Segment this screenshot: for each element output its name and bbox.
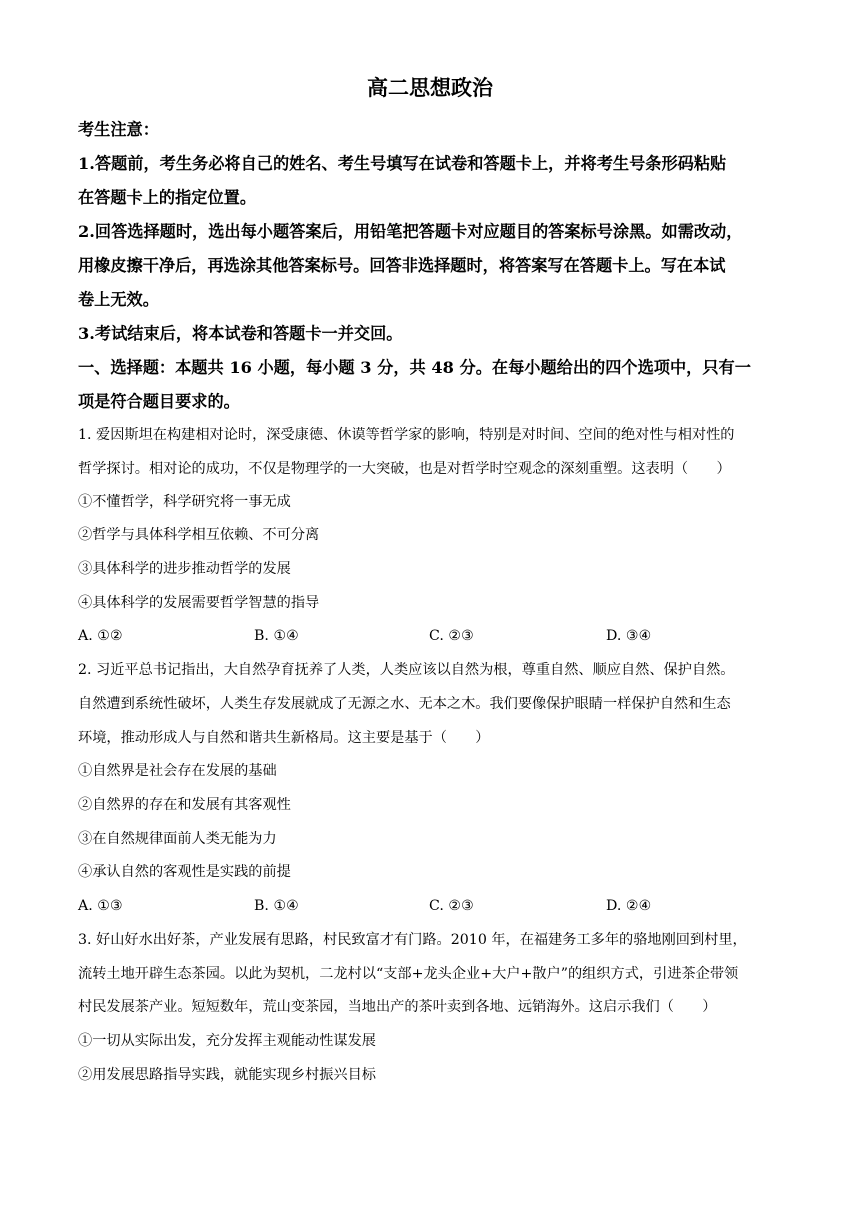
option-d: D. ③④	[606, 628, 652, 644]
question-1-options	[78, 619, 778, 653]
question-1-item: ④具体科学的发展需要哲学智慧的指导	[78, 595, 320, 611]
question-2-item: ③在自然规律面前人类无能为力	[78, 831, 277, 847]
question-1-item: ①不懂哲学，科学研究将一事无成	[78, 494, 291, 510]
question-1-item: ③具体科学的进步推动哲学的发展	[78, 561, 291, 577]
notice-line: 卷上无效。	[78, 290, 159, 309]
option-b: B. ①④	[254, 898, 299, 914]
question-2-item: ①自然界是社会存在发展的基础	[78, 763, 277, 779]
notice-line: 在答题卡上的指定位置。	[78, 188, 257, 207]
option-a: A. ①②	[78, 628, 123, 644]
question-2-stem: 环境，推动形成人与自然和谐共生新格局。这主要是基于（ ）	[78, 730, 490, 746]
question-3-stem: 村民发展茶产业。短短数年，荒山变茶园，当地出产的茶叶卖到各地、远销海外。这启示我们（ ）	[78, 999, 717, 1015]
question-3-stem: 流转土地开辟生态茶园。以此为契机，二龙村以“支部+龙头企业+大户+散户”的组织方式，引进茶企带领	[78, 966, 739, 982]
option-c: C. ②③	[429, 628, 474, 644]
question-2-options	[78, 889, 778, 923]
notice-line: 3.考试结束后，将本试卷和答题卡一并交回。	[78, 324, 403, 343]
question-2-stem: 自然遭到系统性破坏，人类生存发展就成了无源之水、无本之木。我们要像保护眼睛一样保护自然和生态	[78, 696, 731, 712]
section-heading: 项是符合题目要求的。	[78, 392, 240, 411]
page-title: 高二思想政治	[367, 75, 493, 100]
question-3-item: ②用发展思路指导实践，就能实现乡村振兴目标	[78, 1067, 376, 1083]
option-d: D. ②④	[606, 898, 652, 914]
question-2-item: ②自然界的存在和发展有其客观性	[78, 797, 291, 813]
notice-line: 1.答题前，考生务必将自己的姓名、考生号填写在试卷和答题卡上，并将考生号条形码粘贴	[78, 154, 727, 173]
question-1-stem: 1. 爱因斯坦在构建相对论时，深受康德、休谟等哲学家的影响，特别是对时间、空间的绝对性与相对性的	[78, 427, 735, 443]
option-b: B. ①④	[254, 628, 299, 644]
option-a: A. ①③	[78, 898, 123, 914]
question-3-stem: 3. 好山好水出好茶，产业发展有思路，村民致富才有门路。2010 年，在福建务工多年的骆地刚回到村里，	[78, 932, 747, 948]
section-heading: 一、选择题：本题共 16 小题，每小题 3 分，共 48 分。在每小题给出的四个选项中，只有一	[78, 358, 751, 377]
question-1-stem: 哲学探讨。相对论的成功，不仅是物理学的一大突破，也是对哲学时空观念的深刻重塑。这表明（ ）	[78, 461, 731, 477]
option-c: C. ②③	[429, 898, 474, 914]
question-2-item: ④承认自然的客观性是实践的前提	[78, 864, 291, 880]
notice-line: 2.回答选择题时，选出每小题答案后，用铅笔把答题卡对应题目的答案标号涂黑。如需改动，	[78, 222, 743, 241]
notice-line: 用橡皮擦干净后，再选涂其他答案标号。回答非选择题时，将答案写在答题卡上。写在本试	[78, 256, 726, 275]
question-1-item: ②哲学与具体科学相互依赖、不可分离	[78, 527, 320, 543]
notice-heading: 考生注意：	[78, 120, 159, 139]
question-3-item: ①一切从实际出发，充分发挥主观能动性谋发展	[78, 1033, 376, 1049]
question-2-stem: 2. 习近平总书记指出，大自然孕育抚养了人类，人类应该以自然为根，尊重自然、顺应自然、保护自然。	[78, 662, 735, 678]
